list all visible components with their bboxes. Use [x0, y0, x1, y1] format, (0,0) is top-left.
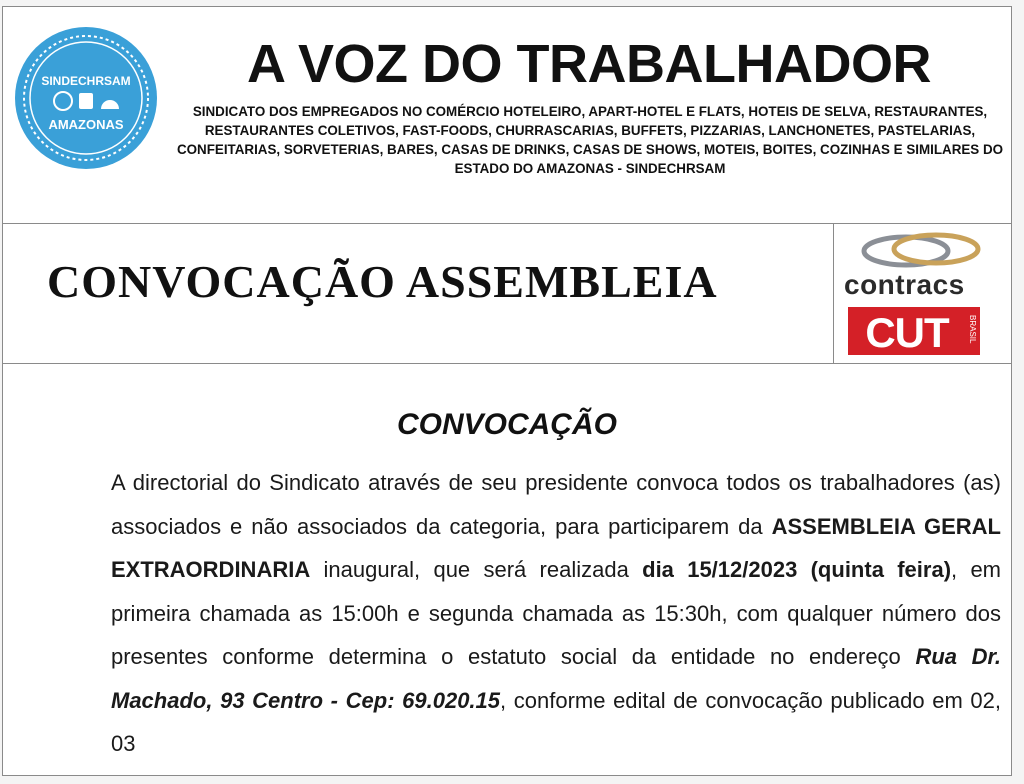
convocation-banner [3, 223, 1011, 364]
contracs-logo-text: contracs [844, 269, 965, 300]
notice-heading: CONVOCAÇÃO [396, 408, 617, 441]
contracs-rings-icon [856, 231, 986, 271]
assembly-name: ASSEMBLEIA GERAL EXTRAORDINARIA [111, 513, 1001, 582]
document-sheet [2, 6, 1012, 776]
assembly-address: Rua Dr. Machado, 93 Centro - Cep: 69.020.15 [111, 644, 1001, 713]
union-full-name: SINDICATO DOS EMPREGADOS NO COMÉRCIO HOTELEIRO, APART-HOTEL E FLATS, HOTEIS DE SELVA, RESTAURANTES, RESTAURANTES COLETIVOS, FAST-FOODS, CHURRASCARIAS, BUFFETS, PIZZARIAS, LANCHONETES, PASTELARIAS, CONFEITARIAS, SORVETERIAS, BARES, CASAS DE DRINKS, CASAS DE SHOWS, MOTEIS, BOITES, COZINHAS E SIMILARES DO ESTADO DO AMAZONAS - SINDECHRSAM [176, 104, 1004, 176]
cut-logo [848, 307, 980, 355]
notice-text-3: , em primeira chamada as 15:00h e segunda chamada as 15:30h, com qualquer número dos presentes conforme determina o estatuto social da entidade no endereço [111, 557, 1002, 669]
seal-top-text: SINDECHRSAM [41, 74, 131, 88]
notice-text-2: inaugural, que será realizada [310, 557, 643, 582]
cut-brasil-text: BRASIL [968, 315, 977, 344]
cut-logo-text: CUT [865, 309, 949, 356]
notice-paragraph [111, 461, 1001, 766]
newspaper-title: A VOZ DO TRABALHADOR [247, 34, 931, 94]
partner-logos [833, 223, 1012, 363]
sindechrsam-seal-logo [13, 25, 159, 171]
header [3, 7, 1011, 224]
notice-body [3, 364, 1011, 784]
notice-text-1: A directorial do Sindicato através de seu presidente convoca todos os trabalhadores (as) associados e não associados da categoria, para participarem da [111, 470, 1001, 539]
assembly-date: dia 15/12/2023 (quinta feira) [642, 557, 952, 582]
notice-text-4: , conforme edital de convocação publicado em 02, 03 [111, 687, 1001, 756]
banner-title: CONVOCAÇÃO ASSEMBLEIA [47, 256, 718, 307]
seal-bottom-text: AMAZONAS [48, 117, 124, 132]
